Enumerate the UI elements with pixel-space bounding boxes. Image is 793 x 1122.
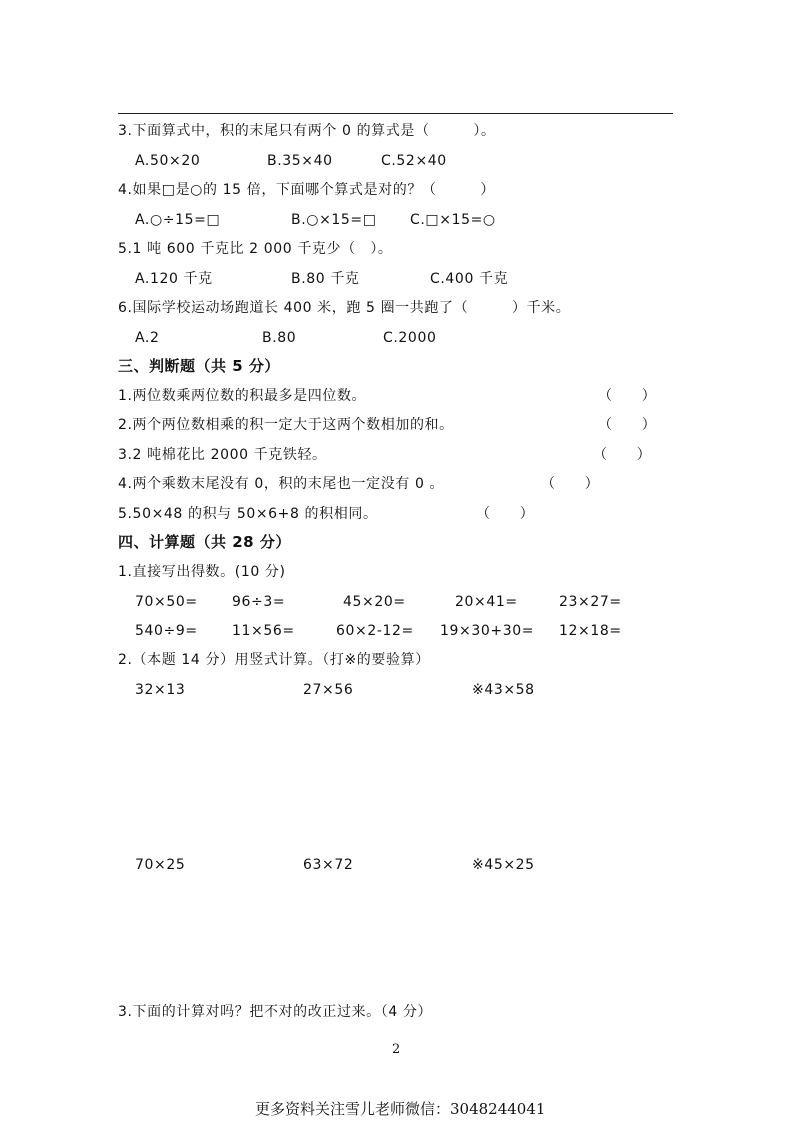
- judge-item-3: 3.2 吨棉花比 2000 千克铁轻。: [118, 447, 327, 463]
- calc-2-item: 70×25: [135, 857, 186, 873]
- calc-1-item: 12×18=: [559, 623, 622, 639]
- calc-1-item: 23×27=: [559, 594, 622, 610]
- footer-text: 更多资料关注雪儿老师微信：3048244041: [255, 1100, 546, 1118]
- question-6-option-a: A.2: [135, 330, 160, 346]
- judge-item-5-paren: （ ）: [476, 506, 535, 522]
- section-3-title: 三、判断题（共 5 分）: [118, 357, 280, 375]
- question-6-option-c: C.2000: [383, 330, 437, 346]
- question-4-option-c: C.□×15=○: [410, 212, 496, 228]
- judge-item-4: 4.两个乘数末尾没有 0，积的末尾也一定没有 0 。: [118, 476, 445, 492]
- calc-1-title: 1.直接写出得数。(10 分): [118, 564, 286, 580]
- calc-2-item: ※43×58: [472, 682, 535, 698]
- question-6-option-b: B.80: [262, 330, 297, 346]
- question-3: 3.下面算式中，积的末尾只有两个 0 的算式是（ ）。: [118, 123, 496, 139]
- judge-item-4-paren: （ ）: [541, 476, 600, 492]
- calc-2-title: 2.（本题 14 分）用竖式计算。（打※的要验算）: [118, 652, 430, 668]
- calc-1-item: 60×2-12=: [336, 623, 414, 639]
- judge-item-1: 1.两位数乘两位数的积最多是四位数。: [118, 388, 367, 404]
- judge-item-1-paren: （ ）: [598, 388, 657, 404]
- question-5: 5.1 吨 600 千克比 2 000 千克少（ ）。: [118, 241, 393, 257]
- calc-2-item: 63×72: [303, 857, 354, 873]
- question-4: 4.如果□是○的 15 倍，下面哪个算式是对的？（ ）: [118, 182, 495, 198]
- calc-1-item: 96÷3=: [232, 594, 286, 610]
- calc-1-item: 20×41=: [455, 594, 518, 610]
- question-4-option-b: B.○×15=□: [291, 212, 377, 228]
- header-rule: [118, 113, 673, 114]
- calc-3-title: 3.下面的计算对吗？把不对的改正过来。（4 分）: [118, 1004, 433, 1020]
- question-5-option-a: A.120 千克: [135, 271, 213, 287]
- question-3-option-c: C.52×40: [381, 153, 447, 169]
- question-6: 6.国际学校运动场跑道长 400 米，跑 5 圈一共跑了（ ）千米。: [118, 300, 571, 316]
- calc-2-item: 32×13: [135, 682, 186, 698]
- section-4-title: 四、计算题（共 28 分）: [118, 533, 291, 551]
- question-5-option-b: B.80 千克: [291, 271, 360, 287]
- judge-item-5: 5.50×48 的积与 50×6+8 的积相同。: [118, 506, 378, 522]
- page-number: 2: [392, 1042, 401, 1057]
- calc-1-item: 19×30+30=: [440, 623, 535, 639]
- question-4-option-a: A.○÷15=□: [135, 212, 221, 228]
- judge-item-3-paren: （ ）: [593, 447, 652, 463]
- question-3-option-a: A.50×20: [135, 153, 201, 169]
- question-5-option-c: C.400 千克: [430, 271, 509, 287]
- calc-2-item: ※45×25: [472, 857, 535, 873]
- judge-item-2-paren: （ ）: [598, 417, 657, 433]
- calc-1-item: 45×20=: [343, 594, 406, 610]
- calc-1-item: 540÷9=: [135, 623, 198, 639]
- calc-1-item: 11×56=: [232, 623, 295, 639]
- question-3-option-b: B.35×40: [267, 153, 333, 169]
- judge-item-2: 2.两个两位数相乘的积一定大于这两个数相加的和。: [118, 417, 454, 433]
- calc-1-item: 70×50=: [135, 594, 198, 610]
- calc-2-item: 27×56: [303, 682, 354, 698]
